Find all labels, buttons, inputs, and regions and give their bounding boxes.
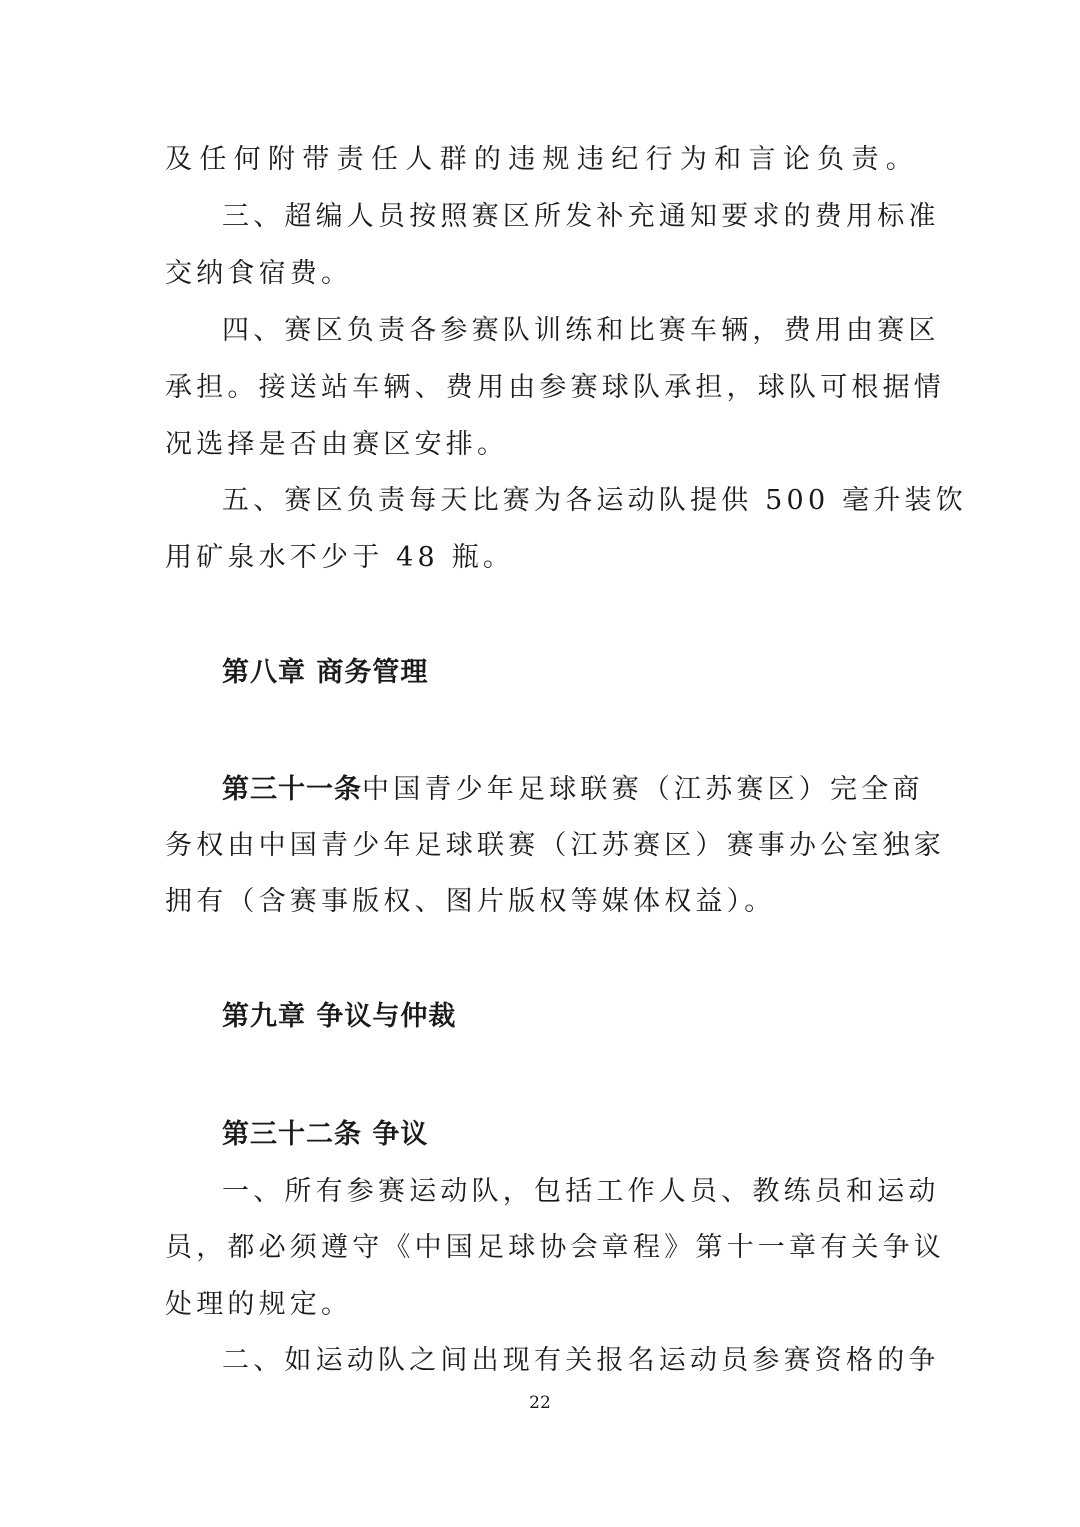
article-number: 第三十一条: [222, 774, 362, 805]
page-number: 22: [529, 1393, 551, 1413]
paragraph-line: 用矿泉水不少于 48 瓶。: [165, 542, 515, 573]
paragraph-line: 一、所有参赛运动队，包括工作人员、教练员和运动: [222, 1176, 940, 1207]
paragraph-line: 务权由中国青少年足球联赛（江苏赛区）赛事办公室独家: [165, 830, 945, 861]
paragraph-line: 交纳食宿费。: [165, 258, 353, 289]
chapter-title: 第八章 商务管理: [222, 657, 429, 688]
paragraph-line: 五、赛区负责每天比赛为各运动队提供 500 毫升装饮: [222, 485, 967, 516]
paragraph-line: 二、如运动队之间出现有关报名运动员参赛资格的争: [222, 1345, 940, 1376]
chapter-title: 第九章 争议与仲裁: [222, 1001, 457, 1032]
article-title: 第三十二条 争议: [222, 1119, 429, 1150]
paragraph-line: 拥有（含赛事版权、图片版权等媒体权益）。: [165, 886, 776, 917]
paragraph-line: 四、赛区负责各参赛队训练和比赛车辆，费用由赛区: [222, 315, 940, 346]
paragraph-line: 员，都必须遵守《中国足球协会章程》第十一章有关争议: [165, 1232, 945, 1263]
paragraph-line: 三、超编人员按照赛区所发补充通知要求的费用标准: [222, 201, 940, 232]
paragraph-line: 承担。接送站车辆、费用由参赛球队承担，球队可根据情: [165, 372, 945, 403]
paragraph-line: 及任何附带责任人群的违规违纪行为和言论负责。: [165, 144, 917, 175]
paragraph-line: 况选择是否由赛区安排。: [165, 429, 509, 460]
article-31-line-1: [222, 772, 924, 808]
paragraph-line: 处理的规定。: [165, 1289, 353, 1320]
paragraph-text: 中国青少年足球联赛（江苏赛区）完全商: [362, 774, 924, 805]
